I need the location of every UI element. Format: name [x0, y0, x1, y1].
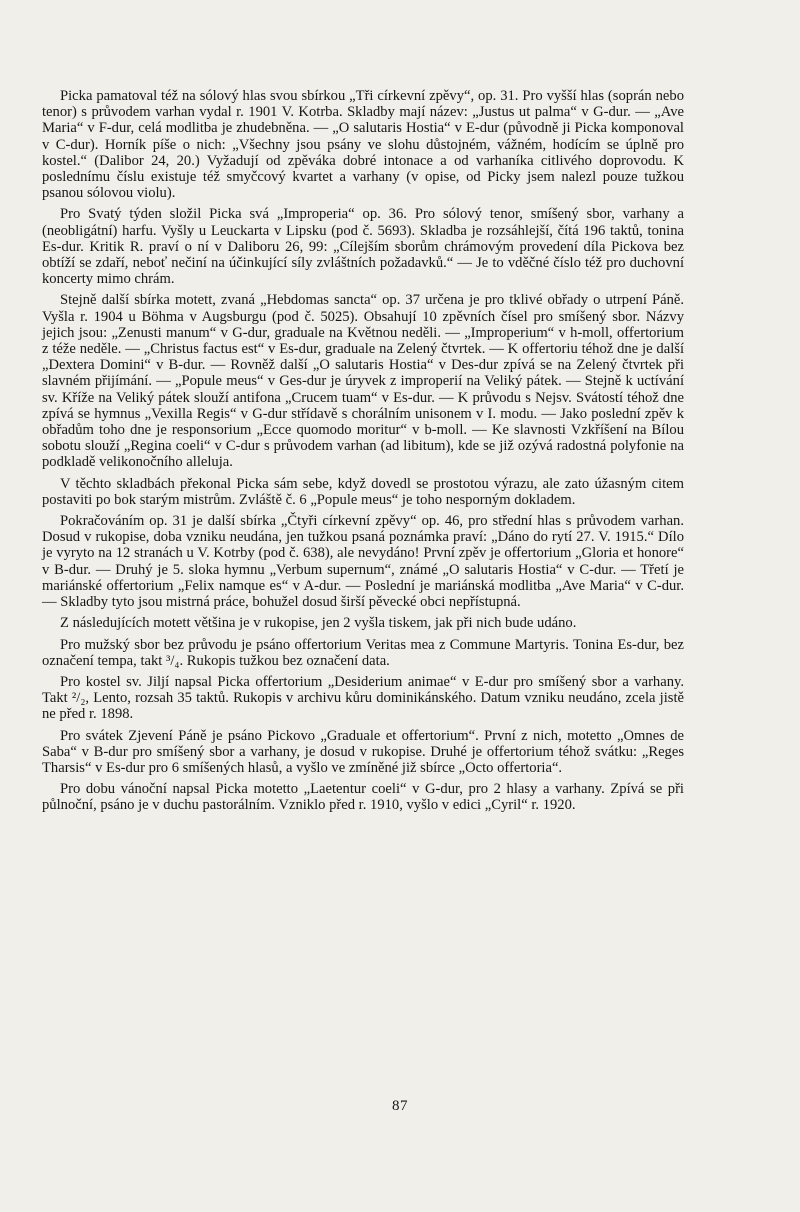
paragraph-op46: Pokračováním op. 31 je další sbírka „Čtyři církevní zpěvy“ op. 46, pro střední hlas s průvodem varhan. Dosud v rukopise, doba vzniku neudána, jen tužkou psaná poznámka praví: „Dáno do rytí 27. V. 1915.“ Dílo je vyryto na 12 stranách u V. Kotrby (pod č. 638), ale nevydáno! První zpěv je offertorium „Gloria et honore“ v B-dur. — Druhý je 5. sloka hymnu „Verbum supernum“, známé „O salutaris Hostia“ v C-dur. — Třetí je mariánské offertorium „Felix namque es“ v A-dur. — Poslední je mariánská modlitba „Ave Maria“ v C-dur. — Skladby tyto jsou mistrná práce, bohužel dosud širší pěvecké obci nepřístupná. [42, 513, 684, 611]
paragraph-veritas-mea: Pro mužský sbor bez průvodu je psáno offertorium Veritas mea z Commune Martyris. Tonina Es-dur, bez označení tempa, takt ³/₄. Rukopis tužkou bez označení data. [42, 636, 684, 669]
page-number: 87 [392, 1098, 408, 1114]
paragraph-desiderium: Pro kostel sv. Jiljí napsal Picka offertorium „Desiderium animae“ v E-dur pro smíšený sbor a varhany. Takt ²/₂, Lento, rozsah 35 taktů. Rukopis v archivu kůru dominikánského. Datum vzniku neudáno, zcela jistě ne před r. 1898. [42, 673, 684, 723]
body-text [42, 88, 684, 814]
paragraph-epiphany: Pro svátek Zjevení Páně je psáno Pickovo „Graduale et offertorium“. První z nich, motetto „Omnes de Saba“ v B-dur pro smíšený sbor a varhany, je dosud v rukopise. Druhé je offertorium téhož svátku: „Reges Tharsis“ v Es-dur pro 6 smíšených hlasů, a vyšlo ve zmíněné již sbírce „Octo offertoria“. [42, 727, 684, 776]
paragraph-hebdomas-sancta: Stejně další sbírka motett, zvaná „Hebdomas sancta“ op. 37 určena je pro tklivé obřady o utrpení Páně. Vyšla r. 1904 u Böhma v Augsburgu (pod č. 5025). Obsahují 10 zpěvních čísel pro smíšený sbor. Názvy jejich jsou: „Zenusti manum“ v G-dur, graduale na Květnou neděli. — „Improperium“ v h-moll, offertorium z téže neděle. — „Christus factus est“ v Es-dur, graduale na Zelený čtvrtek. — K offertoriu téhož dne je další „Dextera Domini“ v B-dur. — Rovněž další „O salutaris Hostia“ v Des-dur zpívá se na Zelený čtvrtek při slavném přijímání. — „Popule meus“ v Ges-dur je úryvek z improperií na Veliký pátek. — Stejně k uctívání sv. Kříže na Veliký pátek slouží antifona „Crucem tuam“ v Es-dur. — K průvodu s Nejsv. Svátostí téhož dne zpívá se hymnus „Vexilla Regis“ v G-dur střídavě s chorálním unisonem v I. modu. — Jako poslední zpěv k obřadům toho dne je responsorium „Ecce quomodo moritur“ v b-moll. — Ke slavnosti Vzkříšení na Bílou sobotu slouží „Regina coeli“ v C-dur s průvodem varhan (ad libitum), kde se již ozývá radostná polyfonie na podkladě velikonočního alleluja. [42, 292, 684, 471]
paragraph-improperia: Pro Svatý týden složil Picka svá „Improperia“ op. 36. Pro sólový tenor, smíšený sbor, varhany a (neobligátní) harfu. Vyšly u Leuckarta v Lipsku (pod č. 5693). Skladba je rozsáhlejší, čítá 196 taktů, tonina Es-dur. Kritik R. praví o ní v Daliboru 26, 99: „Cílejším sborům chrámovým provedení díla Pickova bez obtíží se zdaří, neboť nečiní na účinkující síly zvláštních požadavků.“ — Je to vděčné číslo též pro duchovní koncerty mimo chrám. [42, 206, 684, 288]
paragraph-following-motets: Z následujících motett většina je v rukopise, jen 2 vyšla tiskem, jak při nich bude udáno. [60, 615, 577, 632]
paragraph-solo-songs: Picka pamatoval též na sólový hlas svou sbírkou „Tři církevní zpěvy“, op. 31. Pro vyšší hlas (soprán nebo tenor) s průvodem varhan vydal r. 1901 V. Kotrba. Skladby mají název: „Justus ut palma“ v G-dur. — „Ave Maria“ v F-dur, celá modlitba je zhudebněna. — „O salutaris Hostia“ v E-dur (původně ji Picka komponoval v C-dur). Horník píše o nich: „Všechny jsou psány ve slohu důstojném, vážném, hodícím se úplně pro kostel.“ (Dalibor 24, 20.) Vyžadují od zpěváka dobré intonace a od varhaníka citlivého doprovodu. K poslednímu číslu existuje též smyčcový kvartet a varhany (v opise, od Picky jsem nalezl pouze tužkou psanou sólovou violu). [42, 88, 684, 202]
paragraph-christmas: Pro dobu vánoční napsal Picka motetto „Laetentur coeli“ v G-dur, pro 2 hlasy a varhany. Zpívá se při půlnoční, psáno je v duchu pastorálním. Vzniklo před r. 1910, vyšlo v edici „Cyril“ r. 1920. [42, 781, 684, 814]
paragraph-assessment: V těchto skladbách překonal Picka sám sebe, když dovedl se prostotou výrazu, ale zato úžasným citem postaviti po bok starým mistrům. Zvláště č. 6 „Popule meus“ je toho nesporným dokladem. [42, 475, 684, 508]
